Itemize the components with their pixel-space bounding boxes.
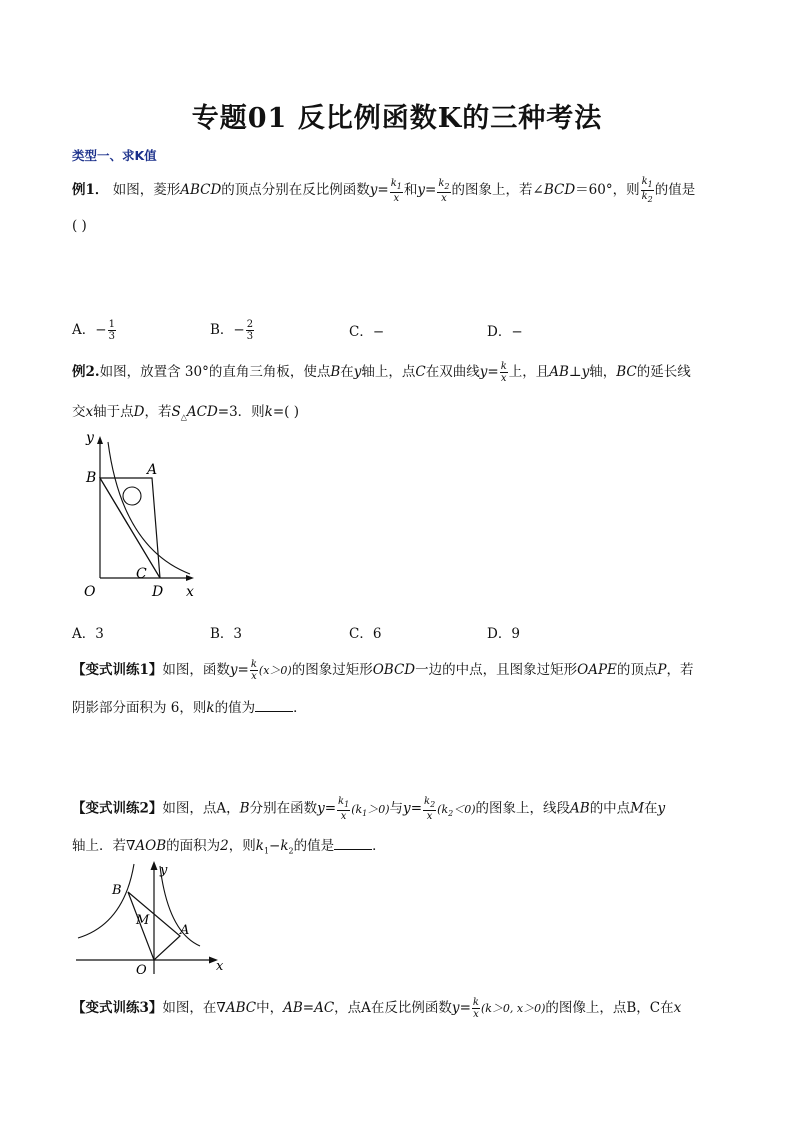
example-2-figure: [70, 428, 210, 603]
example-1-line-1: 例1． 如图，菱形ABCD的顶点分别在反比例函数y= $\frac{k_1}{x}$ 和y= $\frac{k_2}{x}$ 的图象上，若∠BCD＝60°，则 $\frac{k_1}{k_2}$ 的值是: [72, 176, 696, 204]
label-x: x: [186, 584, 194, 600]
label-a: A: [147, 462, 158, 478]
y-axis-arrow: [151, 861, 158, 870]
fraction-k2-over-x: $\frac{k_2}{x}$: [438, 177, 450, 204]
label-x: x: [216, 959, 224, 974]
label-b: B: [112, 883, 122, 898]
variant-1-line-2: 阴影部分面积为 6，则k的值为 ．: [72, 700, 307, 716]
section-heading: 类型一、求K值: [72, 148, 157, 163]
label-a: A: [180, 923, 190, 938]
variant-2-line-2: 轴上．若∇AOB的面积为2，则$k_1-k_2$的值是 ．: [72, 838, 386, 856]
example-2-option-a: A．3: [72, 626, 104, 642]
label-m: M: [136, 913, 150, 928]
variant-1-line-1: 【变式训练1】如图，函数y= $\frac{k}{x}$ (x＞0)的图象过矩形OBCD一边的中点，且图象过矩形OAPE的顶点P，若: [72, 659, 694, 682]
fraction-k1-over-k2: $\frac{k_1}{k_2}$: [641, 176, 653, 204]
label-d: D: [152, 584, 164, 600]
example-1-option-d: D．−: [487, 324, 523, 340]
variant-2-line-1: 【变式训练2】如图，点A，B分别在函数y= $\frac{k_1}{x}$ $(k_1>0)$与y= $\frac{k_2}{x}$ $(k_2<0)$的图象上，线段AB的中点M在y: [72, 796, 666, 822]
label-b: B: [86, 470, 97, 486]
example-2-line-2: 交x轴于点D，若$S_\triangle ACD=3$．则k=( ): [72, 404, 299, 422]
answer-blank: [255, 710, 293, 712]
label-o: O: [136, 963, 147, 978]
y-axis-arrow: [97, 436, 103, 444]
triangle-hole: [123, 487, 141, 505]
label-o: O: [84, 584, 96, 600]
line-bc-extended: [100, 478, 160, 578]
x-axis-arrow: [186, 575, 194, 581]
example-2-line-1: 例2.如图，放置含 30°的直角三角板，使点B在y轴上，点C在双曲线y= $\frac{k}{x}$ 上，且AB⊥y轴，BC的延长线: [72, 361, 691, 384]
example-1-option-a: A．− $\frac{1}{3}$: [72, 319, 115, 342]
answer-blank: [334, 848, 372, 850]
example-2-option-b: B．3: [210, 626, 243, 642]
page-title: 专题01 反比例函数K的三种考法: [191, 103, 603, 134]
example-2-option-d: D．9: [487, 626, 520, 642]
label-y: y: [86, 430, 94, 446]
variant-3-line-1: 【变式训练3】如图，在∇ABC中，AB=AC，点A在反比例函数y= $\frac{k}{x}$ (k＞0, x＞0)的图像上，点B，C在x: [72, 997, 682, 1020]
example-1-answer-paren: ( ): [72, 218, 87, 234]
fraction-k-over-x: $\frac{k}{x}$: [500, 361, 507, 384]
hyperbola-left-branch: [78, 864, 134, 938]
label-y: y: [160, 863, 168, 878]
example-2-option-c: C．6: [349, 626, 382, 642]
example-1-option-c: C．−: [349, 324, 385, 340]
label-c: C: [136, 566, 147, 582]
example-1-option-b: B．− $\frac{2}{3}$: [210, 319, 254, 342]
fraction-k1-over-x: $\frac{k_1}{x}$: [390, 177, 402, 204]
variant-2-figure: [72, 856, 232, 978]
